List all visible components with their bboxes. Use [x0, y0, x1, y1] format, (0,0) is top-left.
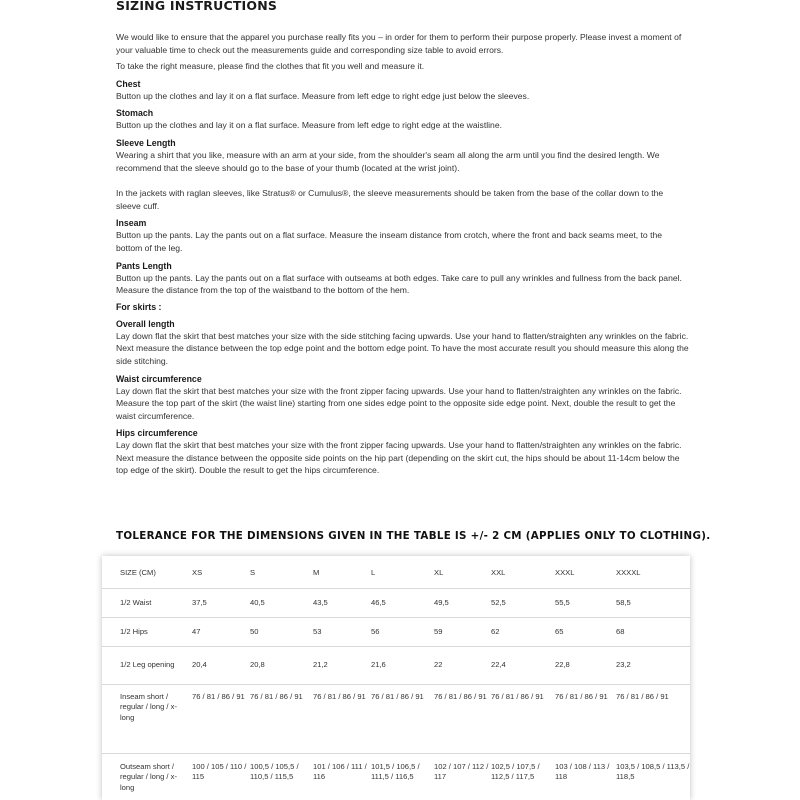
size-header: XS — [192, 556, 250, 589]
table-cell: 50 — [250, 618, 313, 647]
section-heading: Chest — [116, 78, 141, 89]
size-table — [102, 556, 690, 800]
size-header: L — [371, 556, 434, 589]
table-cell: 76 / 81 / 86 / 91 — [250, 685, 313, 754]
table-cell: 22 — [434, 647, 491, 685]
table-cell: 100 / 105 / 110 / 115 — [192, 762, 247, 782]
table-cell: 40,5 — [250, 589, 313, 618]
table-cell: 22,8 — [555, 647, 616, 685]
section-text: Lay down flat the skirt that best matches your size with the front zipper facing upwards. Use your hand to flatten/straighten any wrinkles on the fabric. Measure the top part of the skirt (the waist line) starting from one sides edge point to the opposite side edge point. Next, double the result to get the waist circumference. — [116, 385, 682, 421]
table-cell: 56 — [371, 618, 434, 647]
section-text: Button up the clothes and lay it on a flat surface. Measure from left edge to right edge just below the sleeves. — [116, 90, 530, 101]
section-heading: Hips circumference — [116, 428, 198, 439]
table-cell: 21,6 — [371, 647, 434, 685]
measure-note: To take the right measure, please find the clothes that fit you well and measure it. — [116, 61, 425, 72]
section-heading: Stomach — [116, 108, 154, 119]
section-text: Lay down flat the skirt that best matches your size with the side stitching facing upwards. Use your hand to flatten/straighten any wrinkles on the fabric. Next measure the distance between the top edge point and the bottom edge point. To have the most accurate result you should measure this along the side stitching. — [116, 330, 689, 366]
size-header: XXL — [491, 556, 555, 589]
table-header-row — [102, 556, 690, 589]
table-cell: 102,5 / 107,5 / 112,5 / 117,5 — [491, 762, 540, 782]
table-row — [102, 618, 690, 647]
section-sleeve-length — [116, 137, 690, 212]
table-cell: 76 / 81 / 86 / 91 — [434, 685, 491, 754]
table-cell: 20,4 — [192, 647, 250, 685]
section-text: Lay down flat the skirt that best matches your size with the front zipper facing upwards. Use your hand to flatten/straighten any wrinkles on the fabric. Next measure the distance between the opposite side points on the hip part (depending on the skirt cut, the hips should be about 11-14cm below the top edge of the skirt). Double the result to get the hips circumference. — [116, 440, 682, 476]
table-cell: 53 — [313, 618, 371, 647]
table-cell: 101,5 / 106,5 / 111,5 / 116,5 — [371, 762, 420, 782]
table-cell: 103,5 / 108,5 / 113,5 / 118,5 — [616, 762, 690, 782]
table-cell: 20,8 — [250, 647, 313, 685]
intro-paragraph: We would like to ensure that the apparel you purchase really fits you – in order for them to perform their purpose properly. Please invest a moment of your valuable time to check out the measurements guide and corresponding size table to avoid errors. — [116, 32, 682, 55]
table-cell: 76 / 81 / 86 / 91 — [616, 685, 690, 754]
section-inseam — [116, 217, 690, 254]
section-overall-length — [116, 318, 690, 368]
table-cell: 52,5 — [491, 589, 555, 618]
tolerance-heading: TOLERANCE FOR THE DIMENSIONS GIVEN IN THE TABLE IS +/- 2 CM (APPLIES ONLY TO CLOTHING). — [116, 530, 711, 542]
table-cell: 58,5 — [616, 589, 690, 618]
section-heading: Inseam — [116, 218, 147, 229]
table-row — [102, 589, 690, 618]
table-cell: 43,5 — [313, 589, 371, 618]
page-title: SIZING INSTRUCTIONS — [116, 0, 278, 13]
table-cell: 21,2 — [313, 647, 371, 685]
sizing-instructions — [116, 0, 690, 477]
table-cell: 102 / 107 / 112 / 117 — [434, 762, 489, 782]
table-cell: 46,5 — [371, 589, 434, 618]
size-header: XXXXL — [616, 556, 690, 589]
section-text: Button up the pants. Lay the pants out on a flat surface with outseams at both edges. Take care to pull any wrinkles and fullness from the back panel. Measure the distance from the top of the waistband to the bottom of the hem. — [116, 272, 682, 296]
section-chest — [116, 78, 690, 103]
table-cell: 76 / 81 / 86 / 91 — [371, 685, 434, 754]
table-cell: 76 / 81 / 86 / 91 — [491, 685, 555, 754]
section-stomach — [116, 107, 690, 132]
table-row — [102, 685, 690, 754]
section-heading: Pants Length — [116, 260, 172, 271]
table-cell: 76 / 81 / 86 / 91 — [192, 685, 250, 754]
table-cell: 100,5 / 105,5 / 110,5 / 115,5 — [250, 762, 299, 782]
table-cell: 37,5 — [192, 589, 250, 618]
table-cell: 47 — [192, 618, 250, 647]
table-cell: 76 / 81 / 86 / 91 — [313, 685, 371, 754]
table-cell: 76 / 81 / 86 / 91 — [555, 685, 616, 754]
section-waist-circumference — [116, 373, 690, 423]
skirts-heading: For skirts : — [116, 301, 162, 312]
table-cell: 59 — [434, 618, 491, 647]
section-heading: Overall length — [116, 318, 175, 329]
skirt-sections — [116, 318, 690, 477]
section-text: Button up the pants. Lay the pants out on a flat surface. Measure the inseam distance from crotch, where the front and back seams meet, to the bottom of the leg. — [116, 230, 663, 253]
table-cell: 55,5 — [555, 589, 616, 618]
section-heading: Waist circumference — [116, 373, 202, 384]
size-label-header: SIZE (CM) — [102, 556, 192, 589]
size-header: S — [250, 556, 313, 589]
table-cell: 62 — [491, 618, 555, 647]
row-label: 1/2 Hips — [102, 618, 192, 647]
measurement-sections — [116, 78, 690, 297]
section-hips-circumference — [116, 427, 690, 477]
section-pants-length — [116, 260, 690, 297]
size-header: XXXL — [555, 556, 616, 589]
row-label: Outseam short / regular / long / x-long — [120, 762, 177, 792]
row-label: Inseam short / regular / long / x-long — [102, 685, 192, 754]
table-cell: 103 / 108 / 113 / 118 — [555, 762, 610, 782]
table-cell: 49,5 — [434, 589, 491, 618]
table-cell: 101 / 106 / 111 / 116 — [313, 762, 367, 782]
row-label: 1/2 Leg opening — [102, 647, 192, 685]
table-cell: 65 — [555, 618, 616, 647]
section-text: Button up the clothes and lay it on a flat surface. Measure from left edge to right edge at the waistline. — [116, 120, 502, 131]
row-label: 1/2 Waist — [102, 589, 192, 618]
size-header: XL — [434, 556, 491, 589]
table-row — [102, 754, 690, 800]
section-text: In the jackets with raglan sleeves, like Stratus® or Cumulus®, the sleeve measurements should be taken from the base of the collar down to the sleeve cuff. — [116, 188, 664, 211]
table-row — [102, 647, 690, 685]
table-cell: 23,2 — [616, 647, 690, 685]
size-header: M — [313, 556, 371, 589]
section-text: Wearing a shirt that you like, measure with an arm at your side, from the shoulder's seam all along the arm until you find the desired length. We recommend that the sleeve should go to the base of your thumb (located at the wrist joint). — [116, 149, 660, 173]
table-cell: 22,4 — [491, 647, 555, 685]
section-heading: Sleeve Length — [116, 137, 176, 148]
table-cell: 68 — [616, 618, 690, 647]
